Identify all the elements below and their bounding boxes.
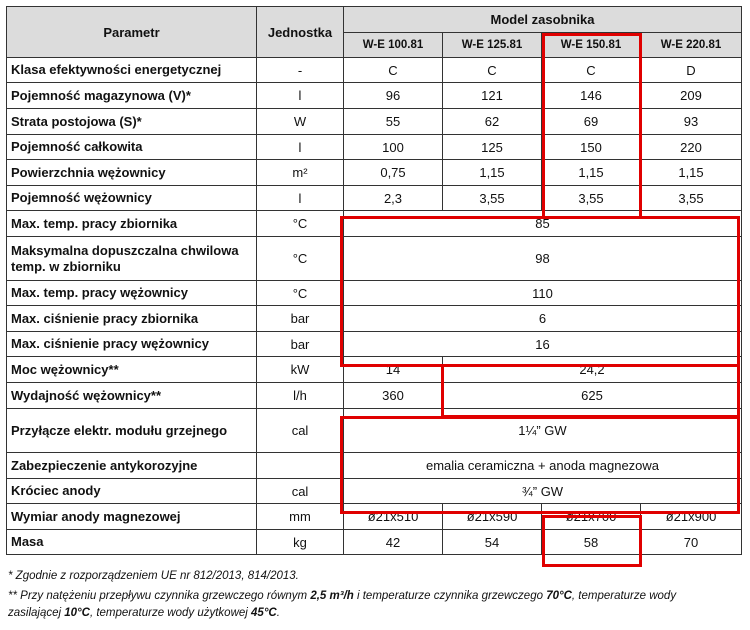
param-value: 125 — [443, 135, 542, 160]
table-row — [7, 453, 742, 479]
table-row — [7, 409, 742, 453]
table-row — [7, 332, 742, 357]
param-value: 96 — [344, 83, 443, 109]
header-model-group: Model zasobnika — [344, 7, 742, 33]
param-value: C — [344, 58, 443, 83]
param-unit: mm — [257, 504, 344, 530]
param-value: 3,55 — [542, 186, 641, 211]
param-value: 1,15 — [542, 160, 641, 186]
param-unit: l/h — [257, 383, 344, 409]
param-value: 69 — [542, 109, 641, 135]
param-unit: l — [257, 186, 344, 211]
table-row — [7, 479, 742, 504]
param-name: Pojemność wężownicy — [7, 186, 257, 211]
param-name: Pojemność magazynowa (V)* — [7, 83, 257, 109]
table-row — [7, 306, 742, 332]
param-value: 1,15 — [443, 160, 542, 186]
param-value: 55 — [344, 109, 443, 135]
param-value: 42 — [344, 530, 443, 555]
param-value-common: 16 — [344, 332, 742, 357]
param-name: Wydajność wężownicy** — [7, 383, 257, 409]
param-unit: W — [257, 109, 344, 135]
param-value: 209 — [641, 83, 742, 109]
table-row — [7, 530, 742, 555]
param-unit — [257, 453, 344, 479]
param-name: Wymiar anody magnezowej — [7, 504, 257, 530]
param-unit: l — [257, 135, 344, 160]
param-value: 3,55 — [443, 186, 542, 211]
header-parameter: Parametr — [7, 7, 257, 58]
table-row — [7, 186, 742, 211]
param-unit: m² — [257, 160, 344, 186]
param-value: 58 — [542, 530, 641, 555]
table-row — [7, 83, 742, 109]
param-unit: l — [257, 83, 344, 109]
param-unit: bar — [257, 332, 344, 357]
param-value-common: 110 — [344, 281, 742, 306]
param-value-common: 85 — [344, 211, 742, 237]
footnote-1: * Zgodnie z rozporządzeniem UE nr 812/2013, 814/2013. — [8, 570, 299, 582]
param-value: C — [443, 58, 542, 83]
param-value: 3,55 — [641, 186, 742, 211]
table-row — [7, 135, 742, 160]
param-name: Króciec anody — [7, 479, 257, 504]
param-name: Masa — [7, 530, 257, 555]
param-value: 100 — [344, 135, 443, 160]
param-value: 2,3 — [344, 186, 443, 211]
footnote-2: ** Przy natężeniu przepływu czynnika grzewczego równym 2,5 m³/h i temperaturze czynnika grzewczego 70°C, temperaturze wody zasilającej 10°C, temperaturze wody użytkowej 45°C. — [8, 590, 677, 619]
param-value-common: 6 — [344, 306, 742, 332]
param-value-common: 98 — [344, 237, 742, 281]
param-unit: bar — [257, 306, 344, 332]
header-model: W-E 125.81 — [443, 33, 542, 58]
param-name: Max. temp. pracy wężownicy — [7, 281, 257, 306]
param-value: 121 — [443, 83, 542, 109]
header-row — [7, 7, 742, 33]
param-value: 14 — [344, 357, 443, 383]
param-unit: °C — [257, 281, 344, 306]
param-name: Max. ciśnienie pracy zbiornika — [7, 306, 257, 332]
table-row — [7, 160, 742, 186]
param-value: 220 — [641, 135, 742, 160]
param-unit: kg — [257, 530, 344, 555]
param-value: 360 — [344, 383, 443, 409]
param-value: ø21x510 — [344, 504, 443, 530]
param-value-common: 1¼” GW — [344, 409, 742, 453]
param-unit: cal — [257, 479, 344, 504]
param-value-group: 24,2 — [443, 357, 742, 383]
param-unit: - — [257, 58, 344, 83]
param-name: Zabezpieczenie antykorozyjne — [7, 453, 257, 479]
param-value: 54 — [443, 530, 542, 555]
table-row — [7, 281, 742, 306]
param-name: Powierzchnia wężownicy — [7, 160, 257, 186]
param-value: ø21x900 — [641, 504, 742, 530]
param-value: 70 — [641, 530, 742, 555]
param-value: C — [542, 58, 641, 83]
param-name: Klasa efektywności energetycznej — [7, 58, 257, 83]
param-value: 1,15 — [641, 160, 742, 186]
param-value: 0,75 — [344, 160, 443, 186]
header-model: W-E 220.81 — [641, 33, 742, 58]
param-name: Max. ciśnienie pracy wężownicy — [7, 332, 257, 357]
table-row — [7, 109, 742, 135]
param-name: Pojemność całkowita — [7, 135, 257, 160]
param-unit: °C — [257, 211, 344, 237]
header-model: W-E 150.81 — [542, 33, 641, 58]
spec-table — [6, 6, 742, 555]
param-value: 150 — [542, 135, 641, 160]
table-row — [7, 357, 742, 383]
param-name: Strata postojowa (S)* — [7, 109, 257, 135]
header-unit: Jednostka — [257, 7, 344, 58]
param-value-group: 625 — [443, 383, 742, 409]
param-value-common: ¾” GW — [344, 479, 742, 504]
header-model: W-E 100.81 — [344, 33, 443, 58]
param-unit: cal — [257, 409, 344, 453]
table-row — [7, 58, 742, 83]
param-name: Max. temp. pracy zbiornika — [7, 211, 257, 237]
param-name: Przyłącze elektr. modułu grzejnego — [7, 409, 257, 453]
param-unit: kW — [257, 357, 344, 383]
param-value: 62 — [443, 109, 542, 135]
param-name: Moc wężownicy** — [7, 357, 257, 383]
param-value: D — [641, 58, 742, 83]
param-value: 93 — [641, 109, 742, 135]
table-row — [7, 383, 742, 409]
param-value: ø21x700 — [542, 504, 641, 530]
param-value-common: emalia ceramiczna + anoda magnezowa — [344, 453, 742, 479]
table-row — [7, 504, 742, 530]
param-value: ø21x590 — [443, 504, 542, 530]
param-name: Maksymalna dopuszczalna chwilowa temp. w zbiorniku — [7, 237, 257, 281]
table-row — [7, 237, 742, 281]
param-value: 146 — [542, 83, 641, 109]
param-unit: °C — [257, 237, 344, 281]
table-row — [7, 211, 742, 237]
